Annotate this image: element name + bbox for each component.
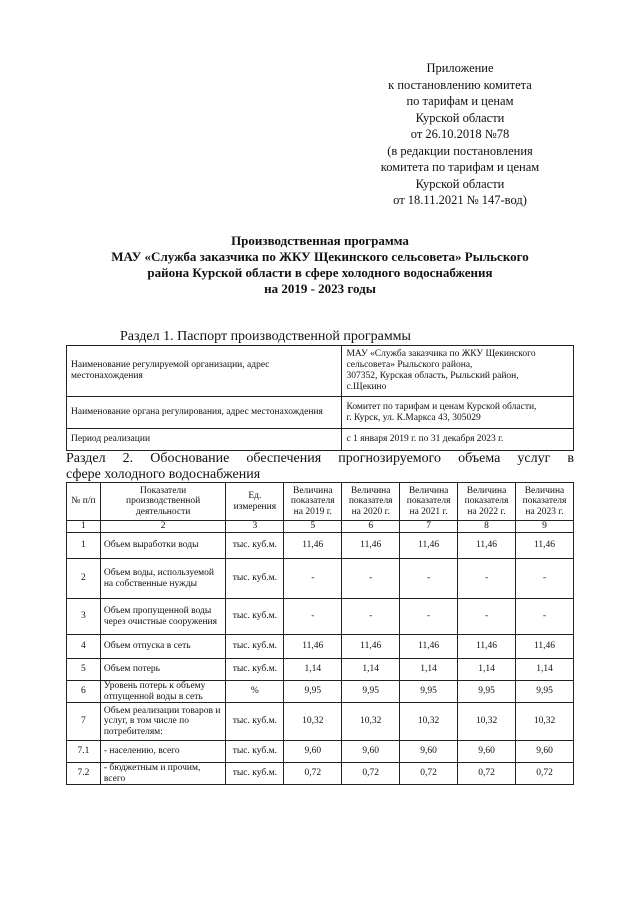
col-number-row <box>67 521 574 533</box>
value-cell: 11,46 <box>284 533 342 559</box>
value-cell: 10,32 <box>400 703 458 741</box>
passport-value-line: МАУ «Служба заказчика по ЖКУ Щекинского <box>346 349 536 359</box>
value-cell: 9,60 <box>516 741 574 763</box>
row-number: 7.2 <box>67 763 101 785</box>
unit: тыс. куб.м. <box>226 741 284 763</box>
value-cell: 10,32 <box>342 703 400 741</box>
passport-label: Наименование регулируемой организации, адрес местонахождения <box>67 346 342 397</box>
value-cell: 1,14 <box>458 659 516 681</box>
col-header: № п/п <box>67 483 101 521</box>
table-row <box>67 635 574 659</box>
row-number: 7.1 <box>67 741 101 763</box>
row-number: 7 <box>67 703 101 741</box>
value-cell: 9,60 <box>400 741 458 763</box>
value-cell: - <box>400 599 458 635</box>
value-cell: - <box>342 559 400 599</box>
col-header: Показатели производственной деятельности <box>100 483 226 521</box>
title-line: района Курской области в сфере холодного водоснабжения <box>147 265 493 280</box>
table-row <box>67 659 574 681</box>
appendix-line: к постановлению комитета <box>388 77 532 92</box>
col-number: 2 <box>100 521 226 533</box>
value-cell: 11,46 <box>400 533 458 559</box>
appendix-line: от 18.11.2021 № 147-вод) <box>393 193 527 207</box>
value-cell: - <box>400 559 458 599</box>
value-cell: 0,72 <box>458 763 516 785</box>
value-cell: 9,95 <box>400 681 458 703</box>
passport-value-line: Комитет по тарифам и ценам Курской области, <box>346 401 537 412</box>
value-cell: 11,46 <box>458 635 516 659</box>
appendix-line: по тарифам и ценам <box>406 94 514 108</box>
table-row <box>67 599 574 635</box>
row-number: 3 <box>67 599 101 635</box>
indicator-name: - населению, всего <box>100 741 226 763</box>
value-cell: 0,72 <box>342 763 400 785</box>
table-row <box>67 763 574 785</box>
indicator-name: Объем потерь <box>100 659 226 681</box>
value-cell: 1,14 <box>516 659 574 681</box>
value-cell: 9,95 <box>458 681 516 703</box>
value-cell: 10,32 <box>516 703 574 741</box>
unit: тыс. куб.м. <box>226 703 284 741</box>
appendix-line: Курской области <box>415 176 505 191</box>
indicator-name: Объем отпуска в сеть <box>100 635 226 659</box>
value-cell: 11,46 <box>516 533 574 559</box>
indicator-name: Объем воды, используемой на собственные нужды <box>100 559 226 599</box>
value-cell: - <box>284 599 342 635</box>
title-line: на 2019 - 2023 годы <box>264 281 376 296</box>
col-number: 1 <box>67 521 101 533</box>
table-row <box>67 559 574 599</box>
value-cell: 11,46 <box>284 635 342 659</box>
unit: тыс. куб.м. <box>226 635 284 659</box>
col-header: Величина показателя на 2022 г. <box>458 483 516 521</box>
document-title <box>60 233 580 297</box>
value-cell: - <box>342 599 400 635</box>
value-cell: 10,32 <box>458 703 516 741</box>
indicator-name: Объем пропущенной воды через очистные сооружения <box>100 599 226 635</box>
value-cell: 0,72 <box>516 763 574 785</box>
value-cell: 0,72 <box>400 763 458 785</box>
col-header: Величина показателя на 2021 г. <box>400 483 458 521</box>
row-number: 1 <box>67 533 101 559</box>
value-cell: - <box>516 559 574 599</box>
title-line: МАУ «Служба заказчика по ЖКУ Щекинского сельсовета» Рыльского <box>111 249 529 264</box>
table-row <box>67 741 574 763</box>
unit: тыс. куб.м. <box>226 763 284 785</box>
value-cell: 9,60 <box>284 741 342 763</box>
value-cell: 11,46 <box>342 635 400 659</box>
value-cell: 9,95 <box>284 681 342 703</box>
col-header: Величина показателя на 2020 г. <box>342 483 400 521</box>
value-cell: 11,46 <box>458 533 516 559</box>
passport-row <box>67 346 574 397</box>
passport-value <box>342 429 574 451</box>
section1-heading: Раздел 1. Паспорт производственной программы <box>120 329 411 344</box>
unit: тыс. куб.м. <box>226 599 284 635</box>
value-cell: - <box>458 559 516 599</box>
table-row <box>67 533 574 559</box>
value-cell: 11,46 <box>400 635 458 659</box>
col-header: Ед. измерения <box>226 483 284 521</box>
unit: тыс. куб.м. <box>226 559 284 599</box>
passport-value <box>342 397 574 429</box>
passport-value-line: 307352, Курская область, Рыльский район, <box>346 371 519 381</box>
col-number: 5 <box>284 521 342 533</box>
appendix-line: от 26.10.2018 №78 <box>410 127 510 141</box>
passport-table <box>66 345 574 451</box>
table-row <box>67 703 574 741</box>
passport-value-line: сельсовета» Рыльского района, <box>346 360 473 370</box>
value-cell: - <box>284 559 342 599</box>
col-number: 9 <box>516 521 574 533</box>
col-number: 8 <box>458 521 516 533</box>
table-row <box>67 681 574 703</box>
value-cell: 9,60 <box>458 741 516 763</box>
unit: тыс. куб.м. <box>226 659 284 681</box>
indicator-name: - бюджетным и прочим, всего <box>100 763 226 785</box>
col-number: 3 <box>226 521 284 533</box>
section2-heading-cont: сфере холодного водоснабжения <box>66 467 261 482</box>
value-cell: 9,95 <box>342 681 400 703</box>
col-number: 6 <box>342 521 400 533</box>
indicator-name: Уровень потерь к объему отпущенной воды в сеть <box>100 681 226 703</box>
appendix-line: Приложение <box>426 61 494 75</box>
value-cell: 11,46 <box>342 533 400 559</box>
row-number: 5 <box>67 659 101 681</box>
value-cell: 9,95 <box>516 681 574 703</box>
col-header: Величина показателя на 2019 г. <box>284 483 342 521</box>
section2-heading: Раздел 2. Обоснование обеспечения прогнозируемого объема услуг в <box>66 451 574 466</box>
value-cell: - <box>458 599 516 635</box>
value-cell: 10,32 <box>284 703 342 741</box>
indicator-name: Объем реализации товаров и услуг, в том числе по потребителям: <box>100 703 226 741</box>
value-cell: 0,72 <box>284 763 342 785</box>
appendix-line: (в редакции постановления <box>387 143 533 158</box>
appendix-line: комитета по тарифам и ценам <box>380 160 540 174</box>
passport-value-line: с.Щекино <box>346 382 387 392</box>
passport-row <box>67 397 574 429</box>
value-cell: 11,46 <box>516 635 574 659</box>
row-number: 6 <box>67 681 101 703</box>
row-number: 4 <box>67 635 101 659</box>
header-row <box>67 483 574 521</box>
passport-label: Наименование органа регулирования, адрес местонахождения <box>67 397 342 429</box>
value-cell: 1,14 <box>400 659 458 681</box>
passport-row <box>67 429 574 451</box>
passport-label: Период реализации <box>67 429 342 451</box>
appendix-block <box>350 60 570 209</box>
value-cell: 9,60 <box>342 741 400 763</box>
unit: % <box>226 681 284 703</box>
col-header: Величина показателя на 2023 г. <box>516 483 574 521</box>
passport-value <box>342 346 574 397</box>
col-number: 7 <box>400 521 458 533</box>
unit: тыс. куб.м. <box>226 533 284 559</box>
passport-value-line: с 1 января 2019 г. по 31 декабря 2023 г. <box>346 434 504 444</box>
row-number: 2 <box>67 559 101 599</box>
appendix-line: Курской области <box>415 110 505 125</box>
title-line: Производственная программа <box>231 233 409 248</box>
value-cell: 1,14 <box>284 659 342 681</box>
indicators-table <box>66 482 574 785</box>
passport-value-line: г. Курск, ул. К.Маркса 43, 305029 <box>346 412 481 423</box>
value-cell: - <box>516 599 574 635</box>
indicator-name: Объем выработки воды <box>100 533 226 559</box>
table-body <box>67 533 574 785</box>
value-cell: 1,14 <box>342 659 400 681</box>
